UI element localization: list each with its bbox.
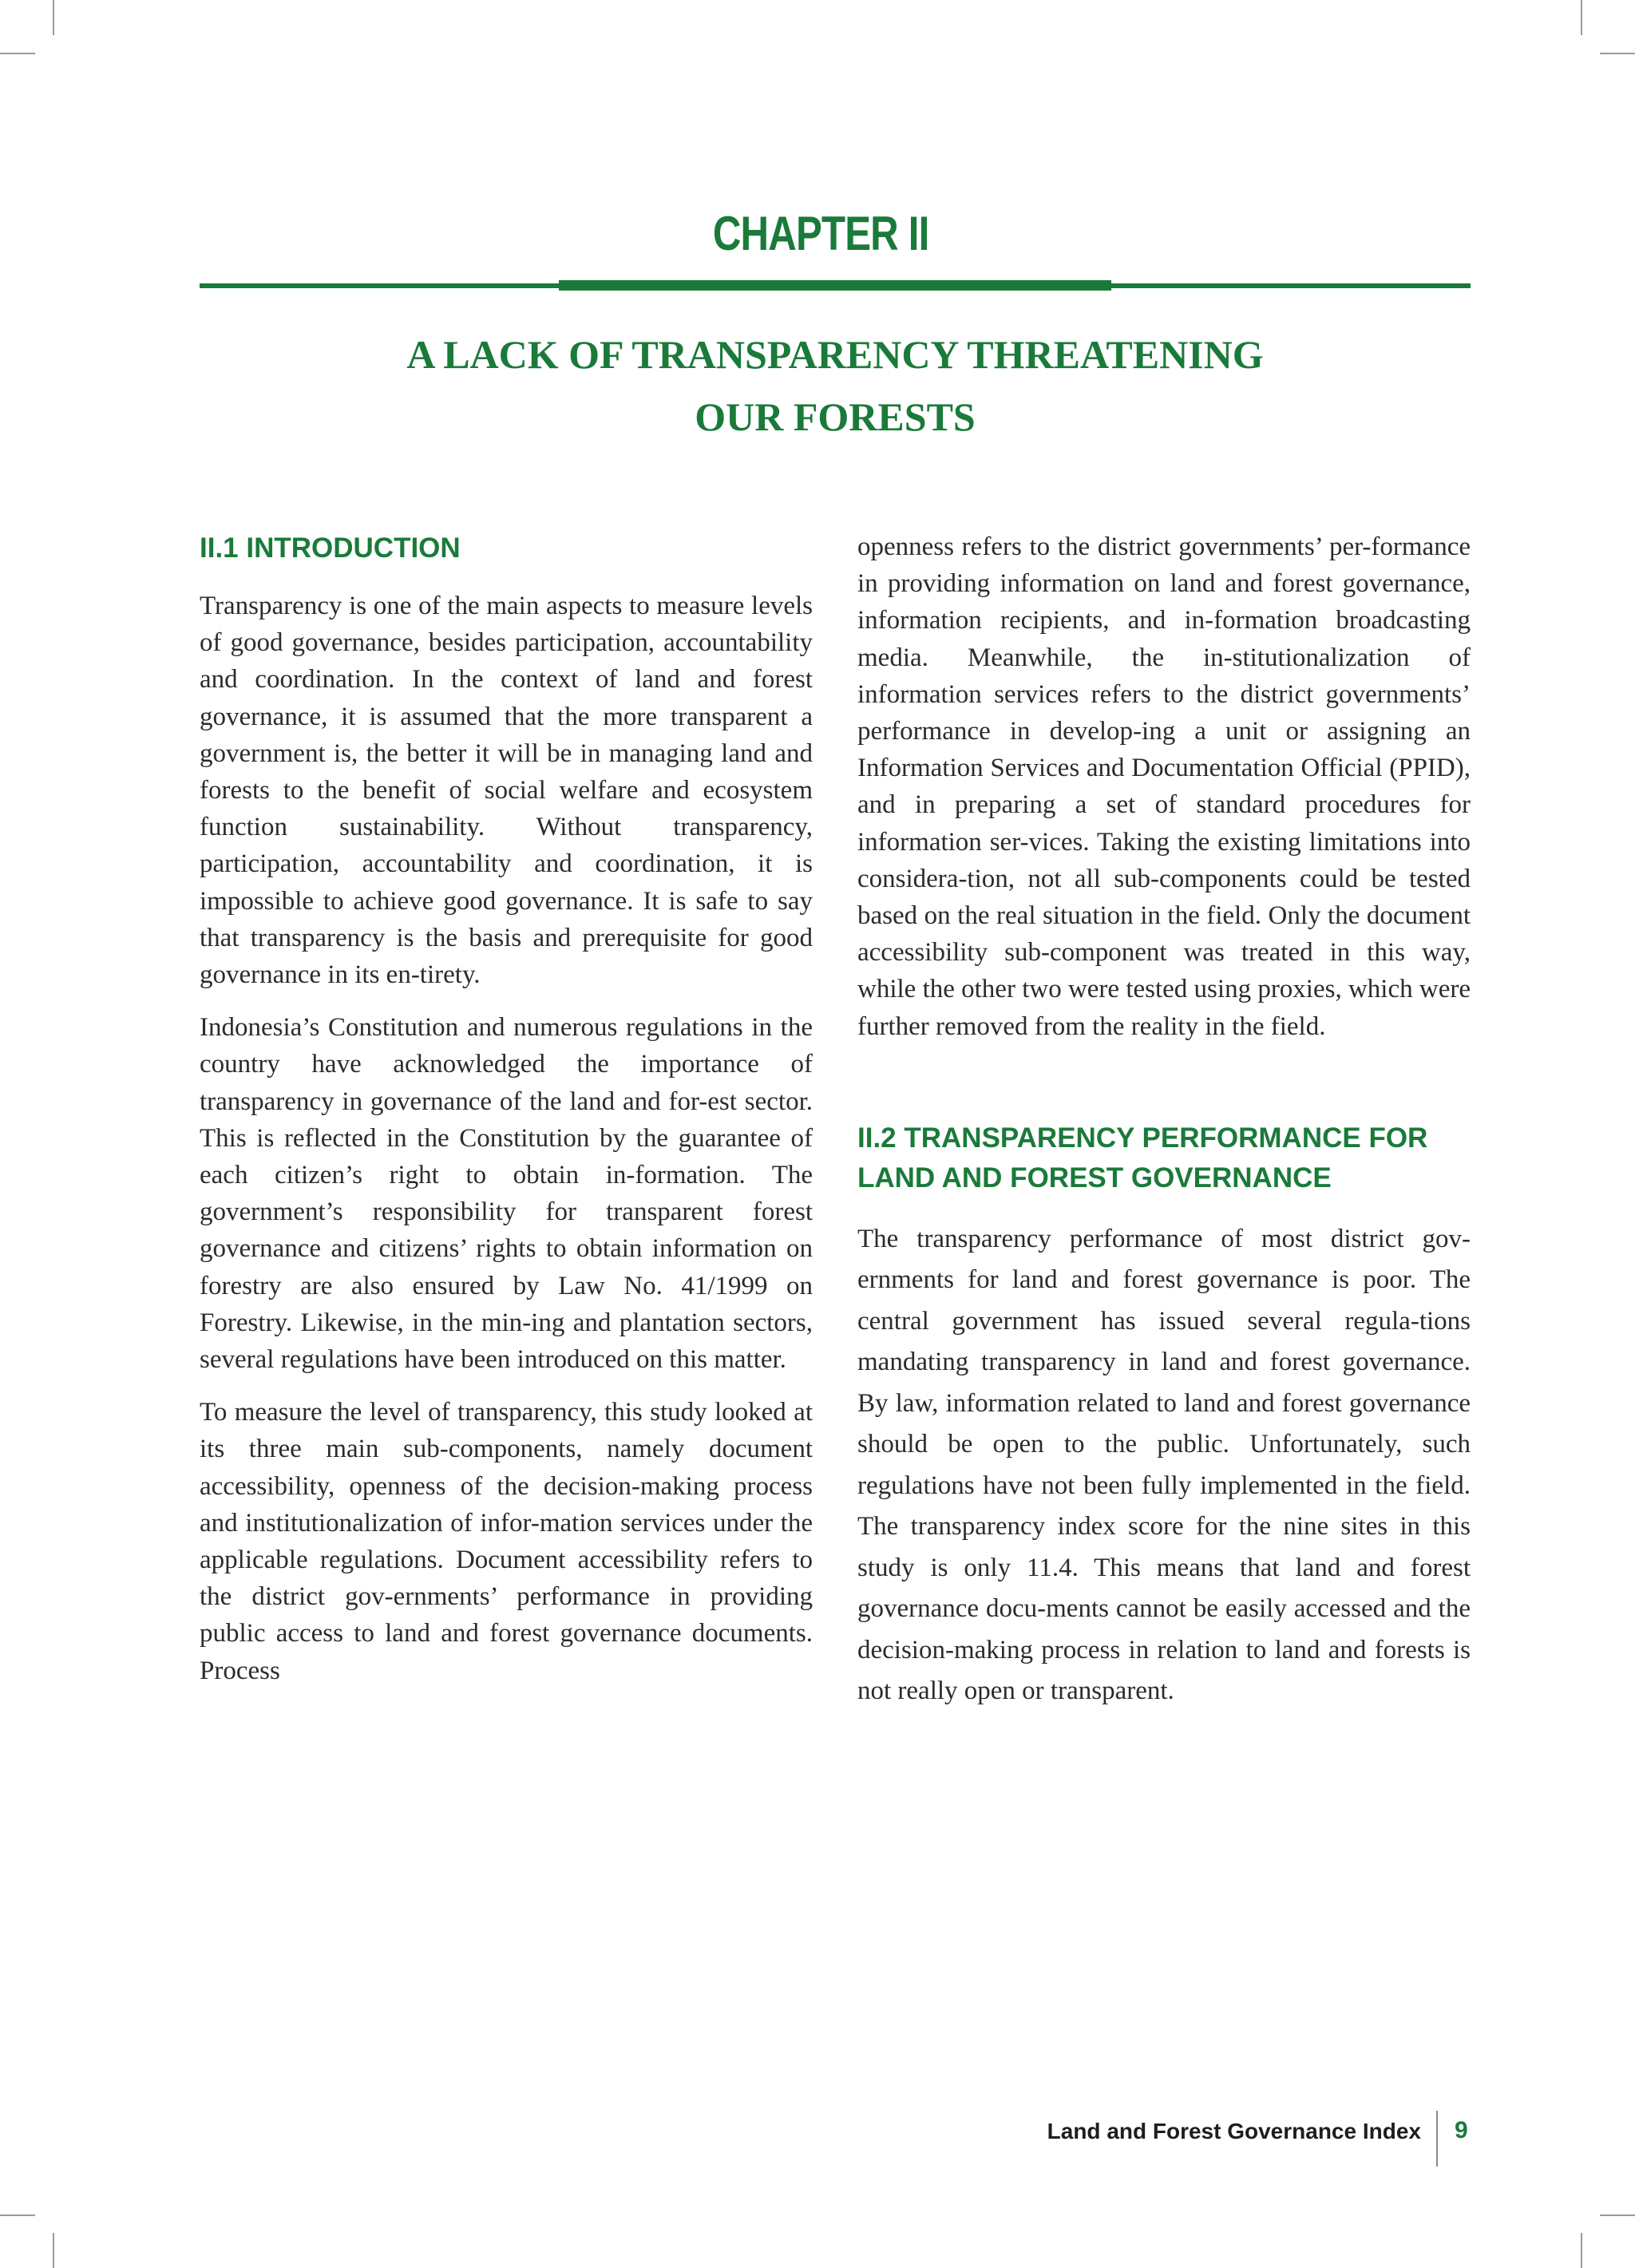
section-heading: II.2 TRANSPARENCY PERFORMANCE FOR LAND AND FOREST GOVERNANCE [857, 1122, 1428, 1193]
left-column [200, 528, 813, 1705]
chapter-title-line: OUR FORESTS [695, 394, 976, 439]
footer-title: Land and Forest Governance Index [1047, 2119, 1421, 2143]
page-footer [0, 2111, 1635, 2159]
crop-mark [53, 0, 54, 35]
paragraph: To measure the level of transparency, this study looked at its three main sub-components, namely document accessibility, openness of the decision-making process and institutionalization of infor-mation services under the applicable regulations. Document accessibility refers to the district gov-ernments’ performance in providing public access to land and forest governance documents. Process [200, 1398, 813, 1685]
section-spacer [857, 1061, 1471, 1118]
chapter-divider-accent [559, 280, 1111, 291]
crop-mark [53, 2233, 54, 2268]
crop-mark [0, 2215, 35, 2216]
crop-mark [1581, 0, 1582, 35]
page-number: 9 [1455, 2117, 1468, 2143]
crop-mark [1600, 53, 1635, 54]
paragraph: openness refers to the district governments’ per-formance in providing information on land and forest governance, information recipients, and in-formation broadcasting media. Meanwhile, the in-stitutionalization of information services refers to the district governments’ performance in develop-ing a unit or assigning an Information Services and Documentation Official (PPID), and in preparing a set of standard procedures for information ser-vices. Taking the existing limitations into considera-tion, not all sub-components could be tested based on the real situation in the field. Only the document accessibility sub-component was treated in this way, while the other two were tested using proxies, which were further removed from the reality in the field. [857, 532, 1471, 1041]
chapter-label: CHAPTER II [712, 207, 929, 260]
chapter-title [200, 323, 1471, 448]
section-body [857, 1219, 1471, 1712]
crop-mark [0, 53, 35, 54]
right-column [857, 528, 1471, 1728]
paragraph: Transparency is one of the main aspects to measure levels of good governance, besides participation, accountability and coordination. In the context of land and forest governance, it is assumed that the more transparent a government is, the better it will be in managing land and forests to the benefit of social welfare and ecosystem function sustainability. Without transparency, participation, accountability and coordination, it is impossible to achieve good governance. It is safe to say that transparency is the basis and prerequisite for good governance in its en-tirety. [200, 592, 813, 990]
crop-mark [1600, 2215, 1635, 2216]
paragraph: Indonesia’s Constitution and numerous regulations in the country have acknowledged the importance of transparency in governance of the land and for-est sector. This is reflected in the Constitution by the guarantee of each citizen’s right to obtain in-formation. The government’s responsibility for transparent forest governance and citizens’ rights to obtain information on forestry are also ensured by Law No. 41/1999 on Forestry. Likewise, in the min-ing and plantation sectors, several regulations have been introduced on this matter. [200, 1013, 813, 1375]
paragraph: The transparency performance of most district gov-ernments for land and forest governance is poor. The central government has issued several regula-tions mandating transparency in land and forest governance. By law, information related to land and forest governance should be open to the public. Unfortunately, such regulations have not been fully implemented in the field. The transparency index score for the nine sites in this study is only 11.4. This means that land and forest governance docu-ments cannot be easily accessed and the decision-making process in relation to land and forests is not really open or transparent. [857, 1224, 1471, 1706]
footer-separator [1436, 2111, 1438, 2167]
crop-mark [1581, 2233, 1582, 2268]
chapter-title-line: A LACK OF TRANSPARENCY THREATENING [406, 332, 1264, 377]
section-heading: II.1 INTRODUCTION [200, 532, 461, 564]
